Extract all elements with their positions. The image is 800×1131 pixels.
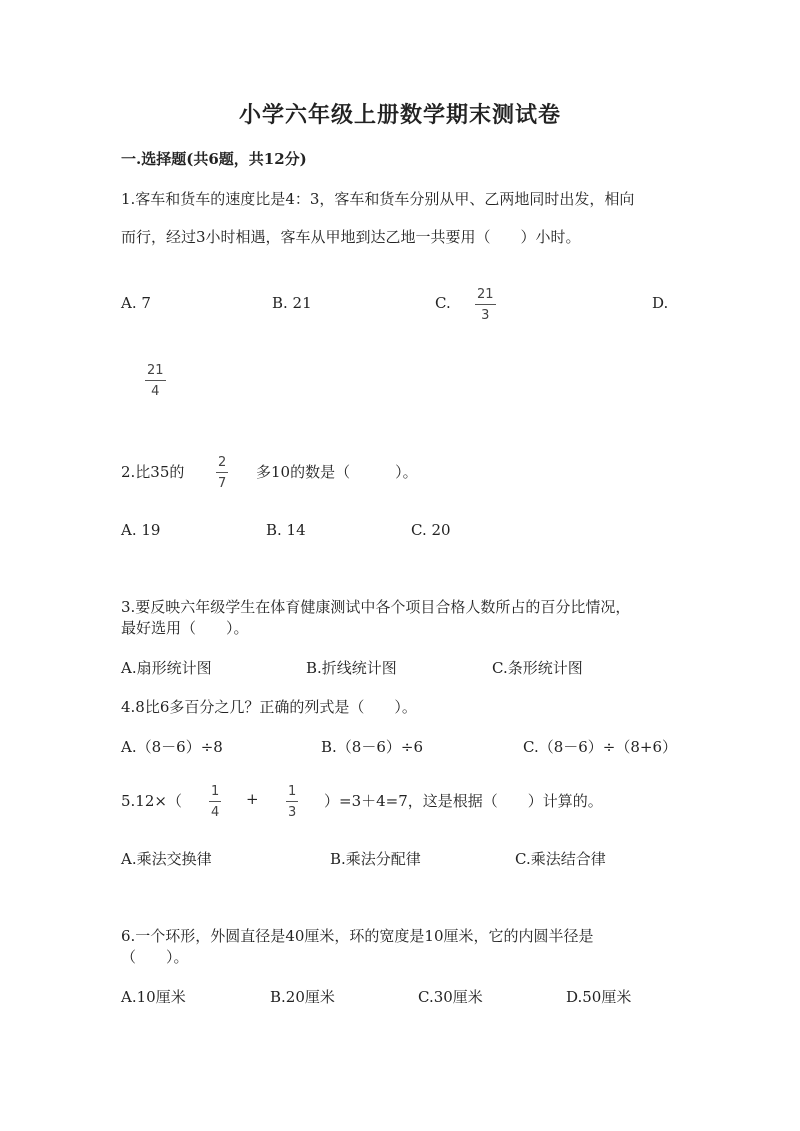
question-2-suffix: 多10的数是（ ）。 xyxy=(256,463,418,481)
question-5-fraction-2 xyxy=(286,785,298,819)
question-3-line-1: 3.要反映六年级学生在体育健康测试中各个项目合格人数所占的百分比情况， xyxy=(121,598,631,616)
question-2-prefix: 2.比35的 xyxy=(121,463,185,481)
question-5-option-c[interactable]: C.乘法结合律 xyxy=(515,850,606,868)
question-6-option-b[interactable]: B.20厘米 xyxy=(270,988,335,1006)
fraction-denominator: 4 xyxy=(211,805,220,820)
fraction-denominator: 4 xyxy=(151,384,160,399)
question-4-text: 4.8比6多百分之几？正确的列式是（ ）。 xyxy=(121,698,417,716)
question-1-line-2: 而行，经过3小时相遇，客车从甲地到达乙地一共要用（ ）小时。 xyxy=(121,228,581,246)
question-3-option-b[interactable]: B.折线统计图 xyxy=(306,659,397,677)
question-6-option-d[interactable]: D.50厘米 xyxy=(566,988,632,1006)
fraction-numerator: 21 xyxy=(147,363,164,378)
question-5-plus-sign: + xyxy=(246,790,259,808)
question-4-option-b[interactable]: B.（8－6）÷6 xyxy=(321,738,423,756)
question-2-option-c[interactable]: C. 20 xyxy=(411,521,451,539)
question-4-option-c[interactable]: C.（8－6）÷（8+6） xyxy=(523,738,678,756)
question-1-option-a[interactable]: A. 7 xyxy=(121,294,151,312)
fraction-numerator: 2 xyxy=(218,455,227,470)
question-3-option-c[interactable]: C.条形统计图 xyxy=(492,659,583,677)
fraction-numerator: 21 xyxy=(477,287,494,302)
question-3-line-2: 最好选用（ ）。 xyxy=(121,619,249,637)
fraction-denominator: 3 xyxy=(481,308,490,323)
fraction-numerator: 1 xyxy=(211,784,220,799)
question-2-option-a[interactable]: A. 19 xyxy=(121,521,161,539)
question-1-option-c[interactable]: C. xyxy=(435,294,451,312)
question-6-option-c[interactable]: C.30厘米 xyxy=(418,988,483,1006)
question-1-option-d-fraction xyxy=(145,364,166,398)
question-6-line-2: （ ）。 xyxy=(121,948,189,966)
question-2-option-b[interactable]: B. 14 xyxy=(266,521,306,539)
section-heading: 一.选择题(共6题，共12分) xyxy=(121,150,307,168)
page-title: 小学六年级上册数学期末测试卷 xyxy=(238,102,561,128)
question-5-prefix: 5.12×（ xyxy=(121,792,182,810)
question-5-suffix: ）=3＋4=7，这是根据（ ）计算的。 xyxy=(324,792,603,810)
question-6-line-1: 6.一个环形，外圆直径是40厘米，环的宽度是10厘米，它的内圆半径是 xyxy=(121,927,594,945)
question-1-option-c-fraction xyxy=(475,288,496,322)
fraction-denominator: 3 xyxy=(288,805,297,820)
question-3-option-a[interactable]: A.扇形统计图 xyxy=(121,659,212,677)
question-2-fraction xyxy=(216,456,228,490)
question-5-option-a[interactable]: A.乘法交换律 xyxy=(121,850,212,868)
question-1-line-1: 1.客车和货车的速度比是4：3，客车和货车分别从甲、乙两地同时出发，相向 xyxy=(121,190,635,208)
question-4-option-a[interactable]: A.（8－6）÷8 xyxy=(121,738,223,756)
question-6-option-a[interactable]: A.10厘米 xyxy=(121,988,186,1006)
question-5-fraction-1 xyxy=(209,785,221,819)
fraction-numerator: 1 xyxy=(288,784,297,799)
fraction-denominator: 7 xyxy=(218,476,227,491)
question-1-option-d[interactable]: D. xyxy=(652,294,669,312)
question-1-option-b[interactable]: B. 21 xyxy=(272,294,312,312)
question-5-option-b[interactable]: B.乘法分配律 xyxy=(330,850,421,868)
